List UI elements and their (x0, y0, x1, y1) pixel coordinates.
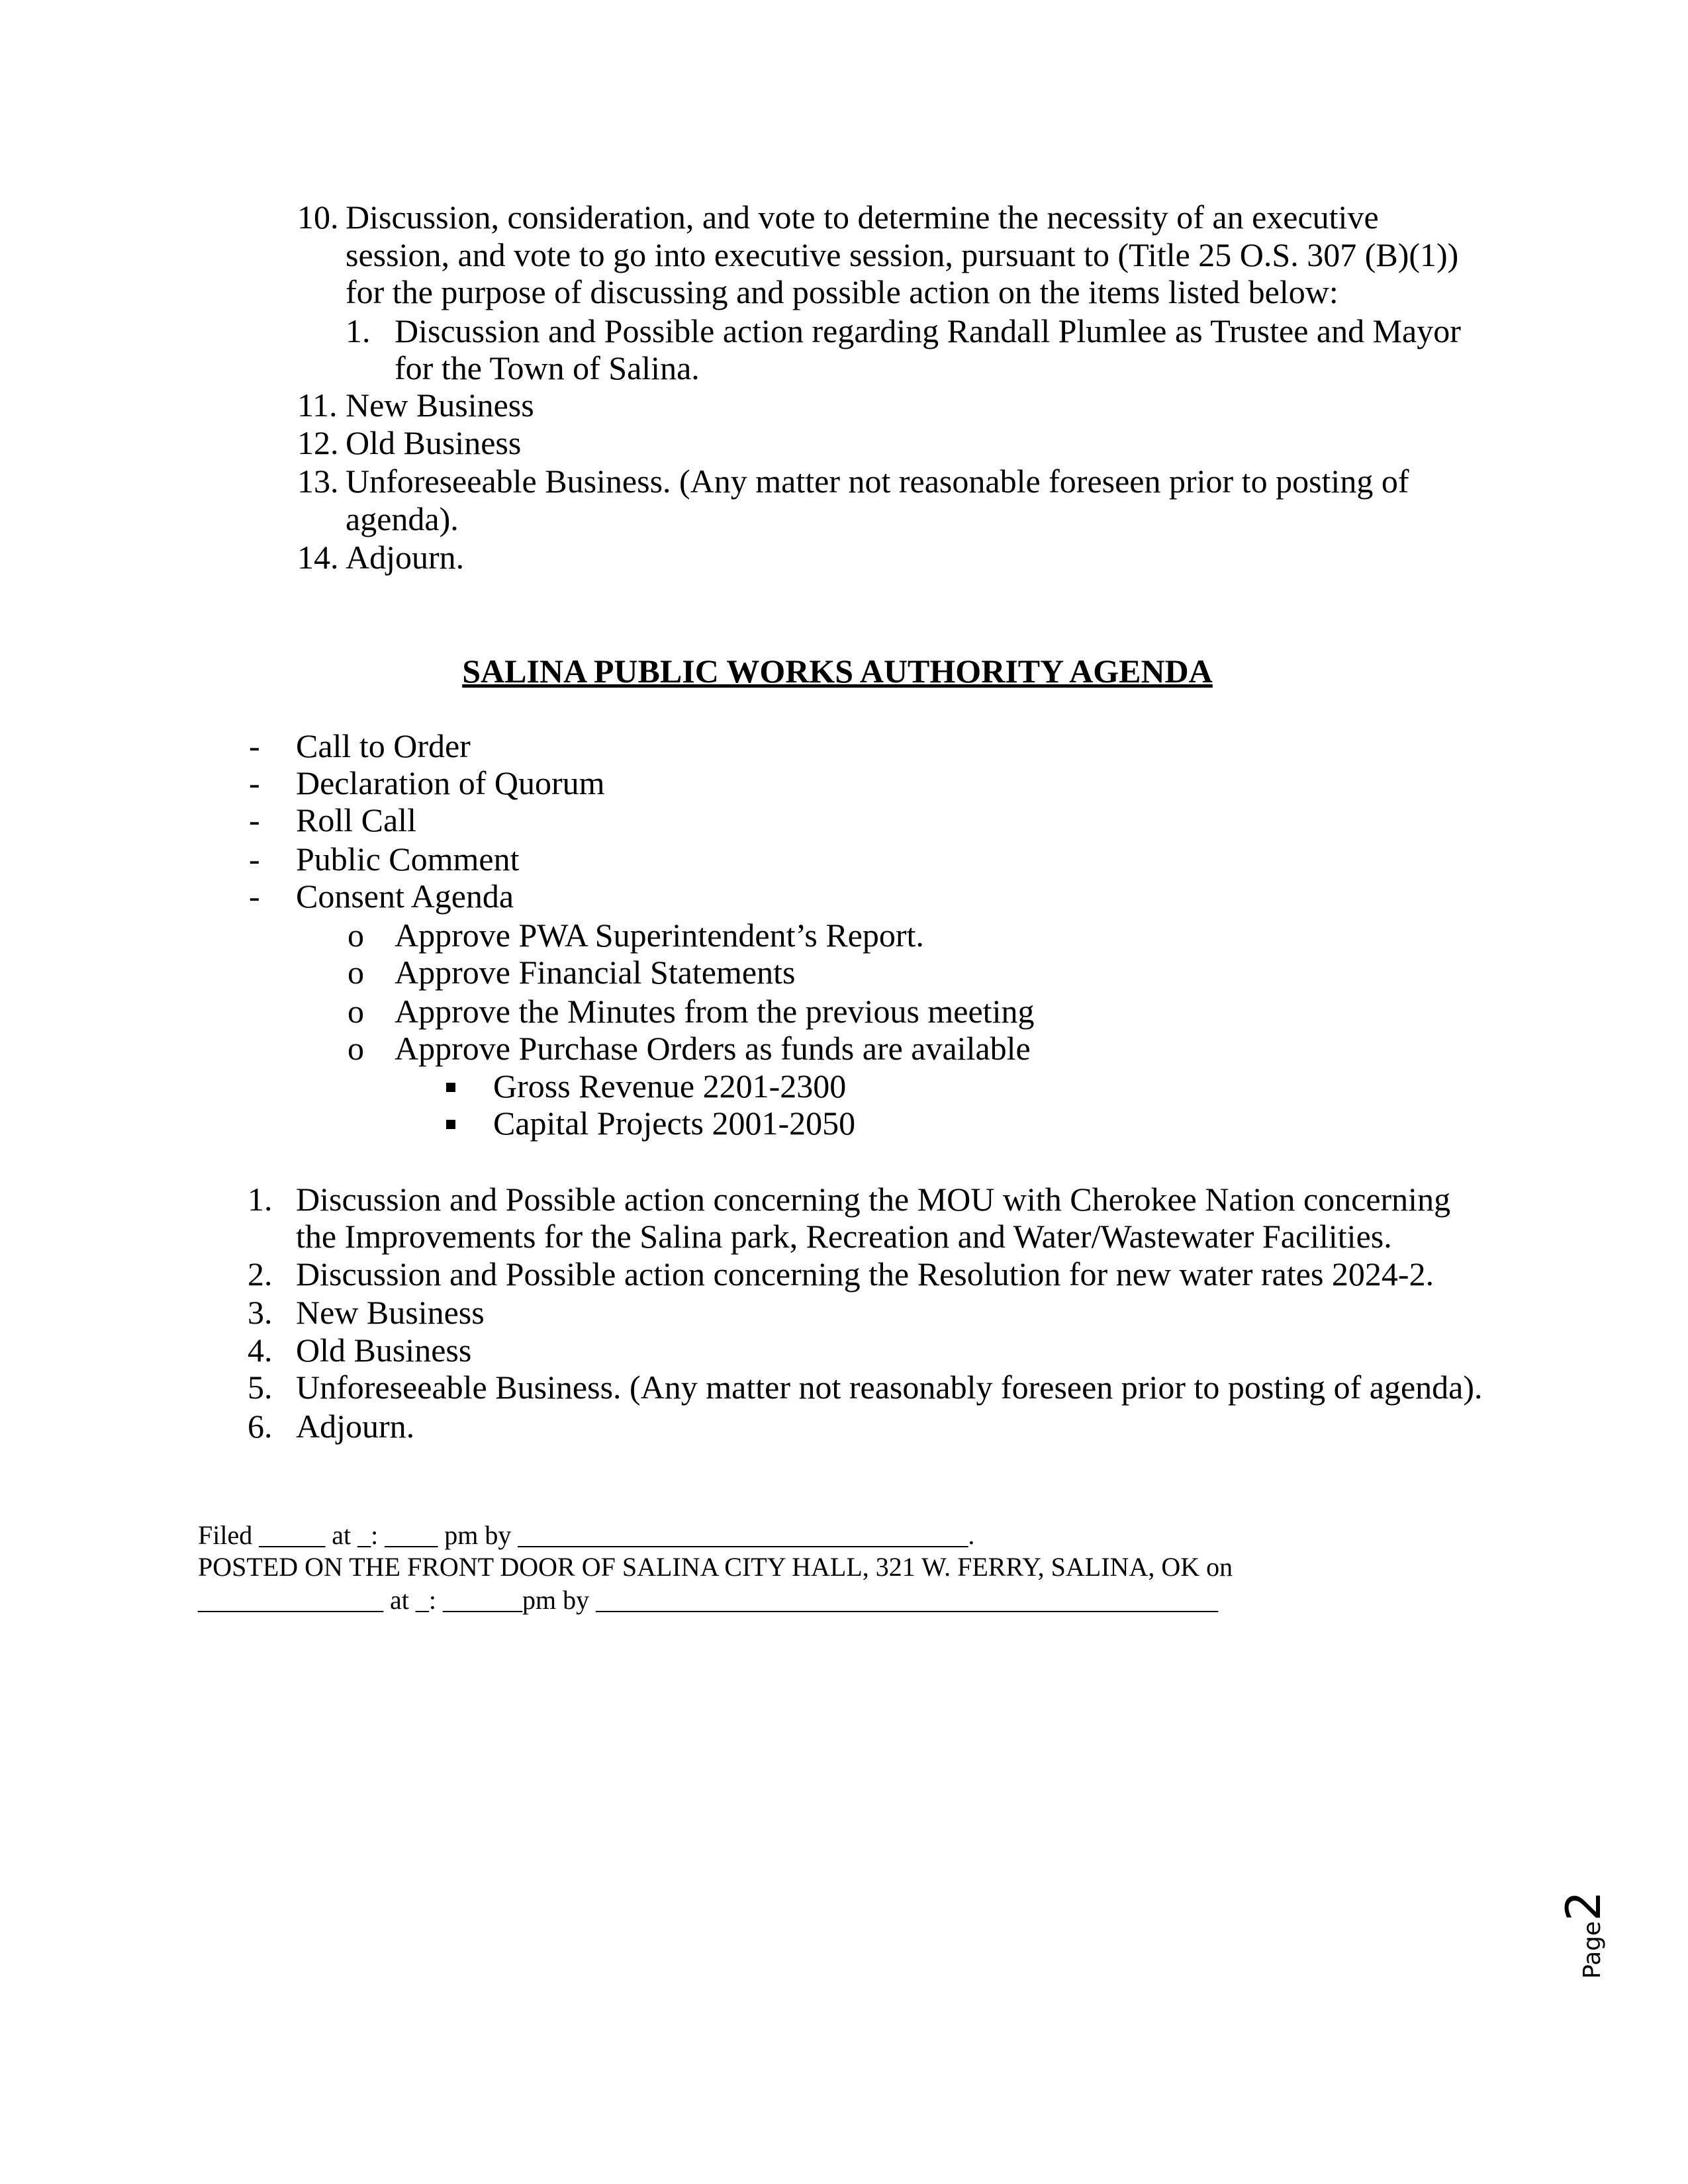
list-item: Capital Projects 2001-2050 (493, 1105, 856, 1142)
item-number: 1. (248, 1181, 273, 1218)
item-text: Old Business (296, 1332, 472, 1369)
list-item: Roll Call (296, 801, 416, 839)
item-text: Discussion and Possible action concerning the MOU with Cherokee Nation concerning (296, 1181, 1451, 1218)
item-text: Unforeseeable Business. (Any matter not reasonably foreseen prior to posting of agenda). (296, 1369, 1483, 1406)
list-item: Consent Agenda (296, 878, 514, 915)
item-number: 3. (248, 1294, 273, 1331)
page-label: Page (1579, 1921, 1606, 1979)
list-item: Approve Purchase Orders as funds are available (395, 1030, 1031, 1067)
list-item: Public Comment (296, 841, 520, 878)
list-item: Approve the Minutes from the previous meeting (395, 993, 1035, 1030)
item-number: 5. (248, 1369, 273, 1406)
item-text: session, and vote to go into executive session, pursuant to (Title 25 O.S. 307 (B)(1)) (346, 236, 1459, 273)
item-text: for the purpose of discussing and possible action on the items listed below: (346, 273, 1338, 310)
item-text: Discussion, consideration, and vote to determine the necessity of an executive (346, 199, 1379, 236)
section-heading: SALINA PUBLIC WORKS AUTHORITY AGENDA (462, 653, 1213, 690)
list-item: Gross Revenue 2201-2300 (493, 1068, 847, 1105)
list-item: Approve PWA Superintendent’s Report. (395, 917, 924, 954)
item-text: the Improvements for the Salina park, Recreation and Water/Wastewater Facilities. (296, 1218, 1392, 1255)
filed-line: Filed _____ at _: ____ pm by __________________________________. (198, 1520, 975, 1550)
page-number-value: 2 (1556, 1891, 1611, 1921)
circle-bullet-icon: o (348, 993, 364, 1030)
item-text: Discussion and Possible action concerning the Resolution for new water rates 2024-2. (296, 1255, 1434, 1293)
item-number: 2. (248, 1255, 273, 1293)
list-item: Approve Financial Statements (395, 954, 796, 991)
list-item: Declaration of Quorum (296, 764, 605, 801)
item-text: Old Business (346, 424, 522, 461)
item-text: Adjourn. (346, 539, 465, 576)
item-number: 13. (297, 463, 339, 500)
posted-date-line: ______________ at _: ______pm by _______________________________________________ (198, 1585, 1219, 1615)
item-number: 6. (248, 1408, 273, 1445)
item-text: agenda). (346, 500, 459, 537)
circle-bullet-icon: o (348, 917, 364, 954)
item-number: 10. (297, 199, 339, 236)
circle-bullet-icon: o (348, 1030, 364, 1067)
dash-marker: - (249, 801, 260, 839)
item-text: Adjourn. (296, 1408, 415, 1445)
item-number: 11. (297, 387, 338, 424)
square-bullet-icon (446, 1105, 455, 1142)
item-number: 14. (297, 539, 339, 576)
item-text: Unforeseeable Business. (Any matter not reasonable foreseen prior to posting of (346, 463, 1409, 500)
dash-marker: - (249, 878, 260, 915)
item-text: New Business (296, 1294, 485, 1331)
circle-bullet-icon: o (348, 954, 364, 991)
square-bullet-icon (446, 1068, 455, 1105)
item-number: 4. (248, 1332, 273, 1369)
item-number: 12. (297, 424, 339, 461)
dash-marker: - (249, 841, 260, 878)
page-number (1542, 1880, 1648, 1985)
dash-marker: - (249, 764, 260, 801)
dash-marker: - (249, 727, 260, 764)
item-text: New Business (346, 387, 534, 424)
list-item: Call to Order (296, 727, 471, 764)
posted-line: POSTED ON THE FRONT DOOR OF SALINA CITY HALL, 321 W. FERRY, SALINA, OK on (198, 1552, 1233, 1582)
sub-item-text: Discussion and Possible action regarding Randall Plumlee as Trustee and Mayor (395, 312, 1461, 349)
sub-item-text: for the Town of Salina. (395, 349, 700, 387)
sub-item-number: 1. (346, 312, 371, 349)
